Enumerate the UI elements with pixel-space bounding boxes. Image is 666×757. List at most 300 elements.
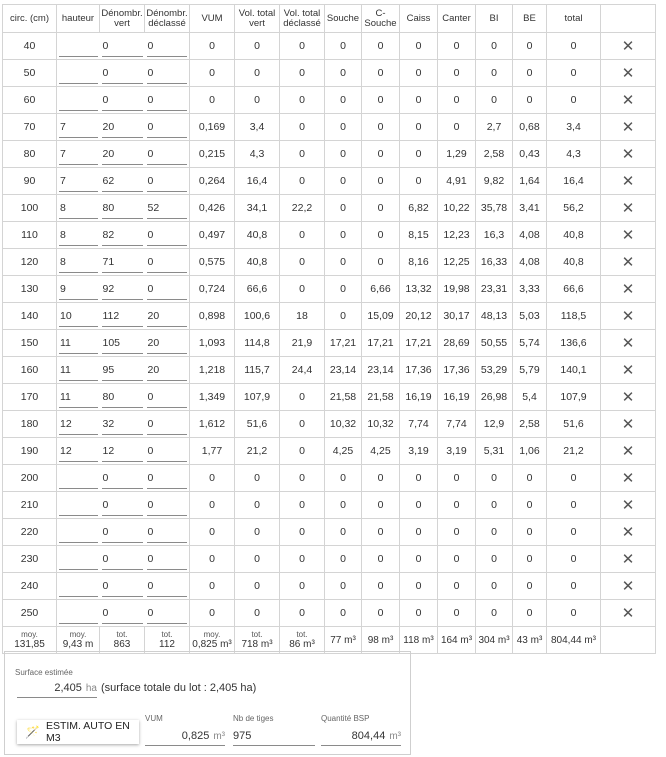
vum-value-cell bbox=[190, 276, 235, 303]
hauteur-input[interactable]: 7 bbox=[59, 173, 98, 192]
quantite-bsp-label: Quantité BSP bbox=[321, 714, 370, 723]
canter-value-cell bbox=[438, 87, 476, 114]
denombr-declasse-input[interactable]: 20 bbox=[147, 308, 188, 327]
hauteur-input[interactable] bbox=[59, 497, 98, 516]
delete-cell bbox=[601, 222, 656, 249]
hauteur-cell bbox=[57, 546, 100, 573]
denombr-vert-input[interactable]: 80 bbox=[102, 200, 143, 219]
be-value-cell bbox=[513, 60, 547, 87]
bi-value-cell bbox=[476, 411, 513, 438]
bi-value-cell bbox=[476, 60, 513, 87]
vum-value-cell bbox=[190, 114, 235, 141]
canter-value: 0 bbox=[453, 499, 460, 511]
canter-value-cell bbox=[438, 114, 476, 141]
bi-value-cell bbox=[476, 357, 513, 384]
delete-cell bbox=[601, 492, 656, 519]
c-souche-value: 0 bbox=[377, 40, 384, 52]
be-value-cell bbox=[513, 168, 547, 195]
circ-value-cell bbox=[3, 249, 57, 276]
delete-row-icon[interactable]: ✕ bbox=[621, 281, 635, 298]
denombr-declasse-cell bbox=[145, 141, 190, 168]
denombr-vert-input[interactable]: 0 bbox=[102, 92, 143, 111]
vol-total-vert-value-cell bbox=[235, 546, 280, 573]
vum-value-cell bbox=[190, 411, 235, 438]
delete-row-icon[interactable]: ✕ bbox=[621, 335, 635, 352]
vum-value: 0,898 bbox=[198, 310, 226, 322]
denombr-vert-input[interactable]: 0 bbox=[102, 551, 143, 570]
bi-value-cell bbox=[476, 195, 513, 222]
hauteur-cell bbox=[57, 168, 100, 195]
hauteur-cell bbox=[57, 384, 100, 411]
hauteur-input[interactable] bbox=[59, 92, 98, 111]
bi-value: 0 bbox=[491, 553, 497, 565]
be-value-cell bbox=[513, 249, 547, 276]
quantite-bsp-input[interactable] bbox=[321, 728, 401, 746]
surface-input[interactable] bbox=[17, 680, 97, 698]
canter-value-cell bbox=[438, 519, 476, 546]
total-total-value: 804,44 m³ bbox=[550, 634, 597, 646]
total-vert-value: 863 bbox=[113, 639, 131, 650]
hauteur-input[interactable] bbox=[59, 605, 98, 624]
total-value: 0 bbox=[570, 553, 577, 565]
vum-value: 0 bbox=[209, 499, 215, 511]
bi-value: 5,31 bbox=[483, 445, 505, 457]
denombr-declasse-cell bbox=[145, 465, 190, 492]
hauteur-input[interactable] bbox=[59, 524, 98, 543]
total-caiss bbox=[400, 627, 438, 654]
total-be bbox=[513, 627, 547, 654]
denombr-vert-input[interactable]: 12 bbox=[102, 443, 143, 462]
caiss-value-cell bbox=[400, 411, 438, 438]
be-value: 0 bbox=[526, 553, 533, 565]
vol-total-vert-value-cell bbox=[235, 87, 280, 114]
c-souche-value-cell bbox=[362, 330, 400, 357]
caiss-value: 8,16 bbox=[408, 256, 429, 268]
total-value: 0 bbox=[570, 499, 577, 511]
denombr-declasse-input[interactable]: 0 bbox=[147, 65, 188, 84]
denombr-vert-input[interactable]: 0 bbox=[102, 470, 143, 489]
vum-unit: m³ bbox=[213, 731, 225, 742]
caiss-value-cell bbox=[400, 546, 438, 573]
caiss-value: 17,21 bbox=[405, 337, 432, 349]
denombr-declasse-input[interactable]: 20 bbox=[147, 362, 188, 381]
denombr-declasse-input[interactable]: 0 bbox=[147, 389, 188, 408]
denombr-vert-input[interactable]: 71 bbox=[102, 254, 143, 273]
hauteur-input[interactable] bbox=[59, 551, 98, 570]
denombr-vert-input[interactable]: 0 bbox=[102, 578, 143, 597]
circ-value: 250 bbox=[20, 607, 39, 619]
caiss-value-cell bbox=[400, 330, 438, 357]
denombr-declasse-input[interactable]: 0 bbox=[147, 416, 188, 435]
surface-value: 2,405 bbox=[54, 682, 82, 694]
souche-value: 0 bbox=[340, 310, 346, 322]
vol-total-vert-value: 100,6 bbox=[243, 310, 271, 322]
total-value: 107,9 bbox=[560, 391, 587, 403]
delete-row-icon[interactable]: ✕ bbox=[621, 200, 635, 217]
vol-total-vert-value: 4,3 bbox=[249, 148, 265, 160]
hauteur-input[interactable]: 12 bbox=[59, 416, 98, 435]
vum-value: 1,093 bbox=[198, 337, 226, 349]
delete-row-icon[interactable]: ✕ bbox=[621, 146, 635, 163]
denombr-vert-input[interactable]: 112 bbox=[102, 308, 143, 327]
total-be-value: 43 m³ bbox=[516, 634, 543, 646]
delete-row-icon[interactable]: ✕ bbox=[621, 605, 635, 622]
vol-total-declasse-value-cell bbox=[280, 600, 325, 627]
denombr-declasse-input[interactable]: 0 bbox=[147, 173, 188, 192]
denombr-declasse-input[interactable]: 0 bbox=[147, 254, 188, 273]
bi-value-cell bbox=[476, 546, 513, 573]
be-value: 4,08 bbox=[519, 229, 540, 241]
vol-total-declasse-value: 21,9 bbox=[291, 337, 313, 349]
vum-value: 0 bbox=[209, 67, 215, 79]
hauteur-input[interactable]: 11 bbox=[59, 335, 98, 354]
vol-total-vert-value: 0 bbox=[254, 553, 260, 565]
caiss-value-cell bbox=[400, 384, 438, 411]
vol-total-vert-value-cell bbox=[235, 195, 280, 222]
hauteur-input[interactable]: 7 bbox=[59, 146, 98, 165]
vum-input[interactable] bbox=[145, 728, 225, 746]
souche-value-cell bbox=[325, 276, 362, 303]
hauteur-input[interactable] bbox=[59, 38, 98, 57]
caiss-value: 0 bbox=[415, 553, 422, 565]
be-value-cell bbox=[513, 465, 547, 492]
denombr-vert-input[interactable]: 20 bbox=[102, 146, 143, 165]
total-hauteur-label: moy. bbox=[69, 630, 87, 639]
circ-value: 50 bbox=[23, 67, 36, 79]
vol-total-vert-value: 107,9 bbox=[243, 391, 271, 403]
souche-value: 0 bbox=[340, 202, 346, 214]
delete-row-icon[interactable]: ✕ bbox=[621, 551, 635, 568]
vol-total-vert-value-cell bbox=[235, 330, 280, 357]
be-value-cell bbox=[513, 114, 547, 141]
canter-value-cell bbox=[438, 492, 476, 519]
denombr-vert-input[interactable]: 20 bbox=[102, 119, 143, 138]
total-value: 66,6 bbox=[563, 283, 584, 295]
vum-value: 0,264 bbox=[198, 175, 226, 187]
circ-value-cell bbox=[3, 465, 57, 492]
denombr-vert-input[interactable]: 0 bbox=[102, 65, 143, 84]
be-value-cell bbox=[513, 357, 547, 384]
hauteur-input[interactable] bbox=[59, 470, 98, 489]
denombr-declasse-input[interactable]: 0 bbox=[147, 146, 188, 165]
total-csouche-value: 98 m³ bbox=[367, 634, 394, 646]
denombr-declasse-input[interactable]: 0 bbox=[147, 551, 188, 570]
total-vtd-label: tot. bbox=[296, 630, 308, 639]
total-vum-label: moy. bbox=[203, 630, 221, 639]
circ-value-cell bbox=[3, 168, 57, 195]
be-value-cell bbox=[513, 330, 547, 357]
be-value: 5,79 bbox=[519, 364, 540, 376]
total-circ-value: 131,85 bbox=[14, 639, 45, 650]
total-value-cell bbox=[547, 195, 601, 222]
delete-row-icon[interactable]: ✕ bbox=[621, 443, 635, 460]
denombr-declasse-input[interactable]: 0 bbox=[147, 578, 188, 597]
be-value: 2,58 bbox=[519, 418, 540, 430]
souche-value: 0 bbox=[340, 499, 346, 511]
delete-cell bbox=[601, 384, 656, 411]
delete-row-icon[interactable]: ✕ bbox=[621, 470, 635, 487]
bi-value-cell bbox=[476, 141, 513, 168]
denombr-declasse-input[interactable]: 52 bbox=[147, 200, 188, 219]
delete-row-icon[interactable]: ✕ bbox=[621, 254, 635, 271]
denombr-declasse-cell bbox=[145, 195, 190, 222]
canter-value: 0 bbox=[453, 472, 460, 484]
hauteur-input[interactable]: 8 bbox=[59, 254, 98, 273]
vum-value-cell bbox=[190, 195, 235, 222]
caiss-value: 0 bbox=[415, 607, 422, 619]
souche-value: 0 bbox=[340, 256, 346, 268]
souche-value-cell bbox=[325, 33, 362, 60]
total-value-cell bbox=[547, 546, 601, 573]
bi-value-cell bbox=[476, 222, 513, 249]
canter-value: 12,25 bbox=[443, 256, 470, 268]
magic-wand-icon: 🪄 bbox=[25, 725, 40, 739]
vol-total-vert-value: 21,2 bbox=[246, 445, 268, 457]
delete-row-icon[interactable]: ✕ bbox=[621, 227, 635, 244]
canter-value-cell bbox=[438, 60, 476, 87]
denombr-vert-input[interactable]: 62 bbox=[102, 173, 143, 192]
total-value-cell bbox=[547, 411, 601, 438]
be-value-cell bbox=[513, 276, 547, 303]
caiss-value-cell bbox=[400, 519, 438, 546]
circ-value-cell bbox=[3, 87, 57, 114]
denombr-declasse-cell bbox=[145, 168, 190, 195]
c-souche-value-cell bbox=[362, 546, 400, 573]
canter-value: 4,91 bbox=[446, 175, 467, 187]
c-souche-value-cell bbox=[362, 168, 400, 195]
vol-total-declasse-value-cell bbox=[280, 492, 325, 519]
hauteur-cell bbox=[57, 411, 100, 438]
be-value: 5,4 bbox=[522, 391, 537, 403]
denombr-declasse-input[interactable]: 0 bbox=[147, 92, 188, 111]
delete-row-icon[interactable]: ✕ bbox=[621, 65, 635, 82]
delete-row-icon[interactable]: ✕ bbox=[621, 38, 635, 55]
denombr-vert-input[interactable]: 95 bbox=[102, 362, 143, 381]
hauteur-input[interactable] bbox=[59, 65, 98, 84]
delete-cell bbox=[601, 546, 656, 573]
denombr-vert-input[interactable]: 32 bbox=[102, 416, 143, 435]
total-value: 4,3 bbox=[566, 148, 581, 160]
vum-value-cell bbox=[190, 303, 235, 330]
c-souche-value: 0 bbox=[377, 229, 384, 241]
vum-value-cell bbox=[190, 222, 235, 249]
denombr-declasse-input[interactable]: 0 bbox=[147, 119, 188, 138]
be-value: 0 bbox=[526, 94, 533, 106]
total-value: 140,1 bbox=[560, 364, 587, 376]
vol-total-vert-value-cell bbox=[235, 168, 280, 195]
total-value-cell bbox=[547, 276, 601, 303]
circ-value-cell bbox=[3, 330, 57, 357]
delete-row-icon[interactable]: ✕ bbox=[621, 308, 635, 325]
denombr-declasse-cell bbox=[145, 114, 190, 141]
total-souche-value: 77 m³ bbox=[330, 634, 356, 646]
canter-value: 10,22 bbox=[443, 202, 470, 214]
denombr-vert-cell bbox=[100, 87, 145, 114]
circ-value: 140 bbox=[20, 310, 39, 322]
vum-value-cell bbox=[190, 519, 235, 546]
souche-value: 0 bbox=[340, 121, 346, 133]
delete-row-icon[interactable]: ✕ bbox=[621, 173, 635, 190]
denombr-declasse-cell bbox=[145, 222, 190, 249]
canter-value: 17,36 bbox=[443, 364, 470, 376]
denombr-declasse-cell bbox=[145, 330, 190, 357]
caiss-value: 17,36 bbox=[405, 364, 432, 376]
c-souche-value-cell bbox=[362, 438, 400, 465]
canter-value-cell bbox=[438, 357, 476, 384]
vol-total-vert-value-cell bbox=[235, 573, 280, 600]
total-value-cell bbox=[547, 357, 601, 384]
table-row bbox=[3, 357, 656, 384]
hauteur-cell bbox=[57, 60, 100, 87]
souche-value-cell bbox=[325, 546, 362, 573]
total-value: 0 bbox=[570, 580, 577, 592]
canter-value-cell bbox=[438, 141, 476, 168]
denombr-vert-input[interactable]: 82 bbox=[102, 227, 143, 246]
vum-value: 0 bbox=[209, 580, 215, 592]
c-souche-value: 0 bbox=[377, 67, 384, 79]
c-souche-value: 23,14 bbox=[367, 364, 394, 376]
surface-total-text: (surface totale du lot : 2,405 ha) bbox=[101, 682, 257, 694]
denombr-vert-input[interactable]: 0 bbox=[102, 38, 143, 57]
denombr-vert-input[interactable]: 0 bbox=[102, 605, 143, 624]
delete-cell bbox=[601, 249, 656, 276]
vol-total-declasse-value-cell bbox=[280, 114, 325, 141]
denombr-declasse-input[interactable]: 0 bbox=[147, 281, 188, 300]
c-souche-value: 17,21 bbox=[367, 337, 394, 349]
denombr-vert-input[interactable]: 92 bbox=[102, 281, 143, 300]
denombr-vert-cell bbox=[100, 114, 145, 141]
vol-total-declasse-value-cell bbox=[280, 60, 325, 87]
total-value: 0 bbox=[570, 526, 577, 538]
caiss-value: 0 bbox=[415, 175, 422, 187]
header-circ: circ. (cm) bbox=[3, 5, 57, 33]
delete-row-icon[interactable]: ✕ bbox=[621, 578, 635, 595]
souche-value: 17,21 bbox=[329, 337, 357, 349]
total-value-cell bbox=[547, 249, 601, 276]
hauteur-cell bbox=[57, 303, 100, 330]
delete-row-icon[interactable]: ✕ bbox=[621, 389, 635, 406]
denombr-declasse-input[interactable]: 20 bbox=[147, 335, 188, 354]
surface-unit: ha bbox=[85, 683, 97, 694]
denombr-declasse-input[interactable]: 0 bbox=[147, 38, 188, 57]
bi-value: 0 bbox=[491, 499, 497, 511]
vol-total-vert-value: 0 bbox=[254, 472, 260, 484]
estim-auto-button[interactable] bbox=[17, 720, 139, 744]
hauteur-cell bbox=[57, 492, 100, 519]
hauteur-input[interactable]: 9 bbox=[59, 281, 98, 300]
denombr-declasse-input[interactable]: 0 bbox=[147, 497, 188, 516]
canter-value-cell bbox=[438, 303, 476, 330]
canter-value: 28,69 bbox=[443, 337, 470, 349]
total-value: 56,2 bbox=[563, 202, 584, 214]
caiss-value-cell bbox=[400, 465, 438, 492]
hauteur-cell bbox=[57, 573, 100, 600]
delete-row-icon[interactable]: ✕ bbox=[621, 119, 635, 136]
souche-value: 0 bbox=[340, 580, 346, 592]
vum-value-cell bbox=[190, 60, 235, 87]
delete-row-icon[interactable]: ✕ bbox=[621, 497, 635, 514]
canter-value-cell bbox=[438, 384, 476, 411]
denombr-declasse-input[interactable]: 0 bbox=[147, 227, 188, 246]
vum-value: 1,349 bbox=[198, 391, 226, 403]
caiss-value-cell bbox=[400, 303, 438, 330]
vol-total-declasse-value: 0 bbox=[299, 445, 305, 457]
vol-total-vert-value-cell bbox=[235, 465, 280, 492]
bi-value-cell bbox=[476, 87, 513, 114]
c-souche-value-cell bbox=[362, 492, 400, 519]
header-total: total bbox=[547, 5, 601, 33]
denombr-declasse-input[interactable]: 0 bbox=[147, 443, 188, 462]
hauteur-input[interactable]: 8 bbox=[59, 227, 98, 246]
caiss-value: 0 bbox=[415, 580, 422, 592]
bi-value: 2,7 bbox=[486, 121, 502, 133]
vum-value: 0,724 bbox=[198, 283, 226, 295]
vum-value-cell bbox=[190, 438, 235, 465]
hauteur-input[interactable]: 11 bbox=[59, 389, 98, 408]
c-souche-value: 21,58 bbox=[367, 391, 394, 403]
total-vtd-value: 86 m³ bbox=[289, 639, 315, 650]
hauteur-input[interactable]: 8 bbox=[59, 200, 98, 219]
delete-row-icon[interactable]: ✕ bbox=[621, 92, 635, 109]
hauteur-input[interactable]: 7 bbox=[59, 119, 98, 138]
canter-value-cell bbox=[438, 573, 476, 600]
vol-total-vert-value: 34,1 bbox=[246, 202, 268, 214]
hauteur-input[interactable]: 12 bbox=[59, 443, 98, 462]
delete-row-icon[interactable]: ✕ bbox=[621, 362, 635, 379]
canter-value-cell bbox=[438, 411, 476, 438]
denombr-declasse-input[interactable]: 0 bbox=[147, 605, 188, 624]
nb-tiges-input[interactable] bbox=[233, 728, 315, 746]
be-value-cell bbox=[513, 195, 547, 222]
denombr-vert-input[interactable]: 105 bbox=[102, 335, 143, 354]
souche-value-cell bbox=[325, 303, 362, 330]
vum-value: 0 bbox=[209, 607, 215, 619]
circ-value-cell bbox=[3, 33, 57, 60]
bi-value: 53,29 bbox=[480, 364, 508, 376]
total-value: 16,4 bbox=[563, 175, 584, 187]
c-souche-value-cell bbox=[362, 249, 400, 276]
c-souche-value: 0 bbox=[377, 553, 384, 565]
vol-total-vert-value: 0 bbox=[254, 499, 260, 511]
denombr-declasse-input[interactable]: 0 bbox=[147, 470, 188, 489]
bi-value-cell bbox=[476, 330, 513, 357]
c-souche-value-cell bbox=[362, 465, 400, 492]
canter-value: 0 bbox=[453, 94, 460, 106]
vol-total-declasse-value-cell bbox=[280, 141, 325, 168]
hauteur-input[interactable]: 10 bbox=[59, 308, 98, 327]
be-value-cell bbox=[513, 573, 547, 600]
delete-row-icon[interactable]: ✕ bbox=[621, 416, 635, 433]
hauteur-cell bbox=[57, 87, 100, 114]
c-souche-value-cell bbox=[362, 114, 400, 141]
denombr-vert-input[interactable]: 80 bbox=[102, 389, 143, 408]
hauteur-input[interactable]: 11 bbox=[59, 362, 98, 381]
circ-value-cell bbox=[3, 303, 57, 330]
table-row bbox=[3, 519, 656, 546]
hauteur-cell bbox=[57, 249, 100, 276]
denombr-vert-cell bbox=[100, 168, 145, 195]
be-value: 5,74 bbox=[519, 337, 540, 349]
c-souche-value: 0 bbox=[377, 148, 384, 160]
denombr-declasse-input[interactable]: 0 bbox=[147, 524, 188, 543]
canter-value: 0 bbox=[453, 67, 460, 79]
denombr-vert-input[interactable]: 0 bbox=[102, 497, 143, 516]
c-souche-value: 0 bbox=[377, 472, 384, 484]
vol-total-vert-value-cell bbox=[235, 33, 280, 60]
delete-row-icon[interactable]: ✕ bbox=[621, 524, 635, 541]
hauteur-input[interactable] bbox=[59, 578, 98, 597]
denombr-vert-input[interactable]: 0 bbox=[102, 524, 143, 543]
